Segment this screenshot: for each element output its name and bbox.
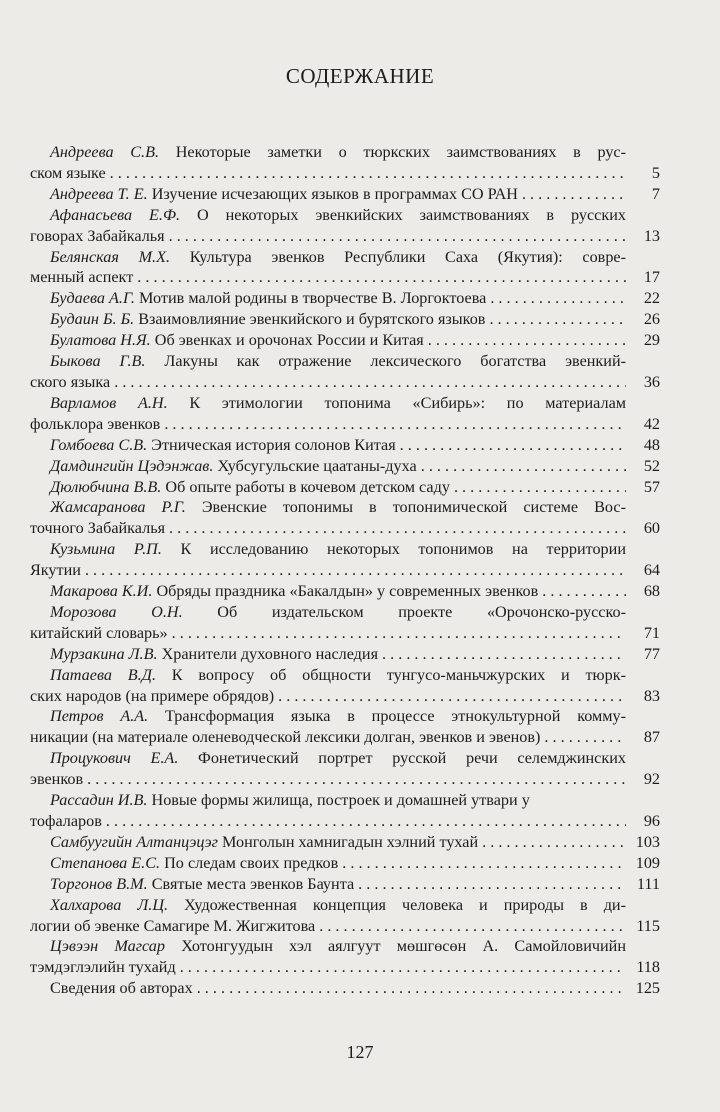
dot-leader [164,414,626,435]
toc-entry-title-line1: К этимологии топонима «Сибирь»: по материалам [167,393,626,412]
toc-entry-title: Хранители духовного наследия [157,644,379,663]
toc-entry-author: Морозова О.Н. [50,602,183,621]
toc-entry-title-line2: ского языка [30,372,111,391]
dot-leader [358,874,626,895]
dot-leader [342,853,626,874]
toc-entry-page: 13 [643,226,660,245]
toc-entry [30,247,660,289]
toc-entry [30,665,660,707]
toc-entry-page: 92 [643,770,660,789]
toc-entry [30,978,660,999]
dot-leader [278,686,626,707]
toc-entry-author: Самбуугийн Алтанцэцэг [50,832,218,851]
toc-entry-title-line2: фольклора эвенков [30,414,161,433]
toc-entry [30,644,660,665]
toc-entry [30,497,660,539]
toc-entry-title-line2: логии об эвенке Самагире М. Жигжитова [30,916,316,935]
toc-entry-author: Андреева Т. Е. [50,184,148,203]
toc-entry-page: 36 [643,372,660,391]
toc-entry-title-line2: Якутии [30,561,81,580]
toc-entry-title-line1: Об издательском проекте «Орочонско-русско- [182,602,626,621]
toc-entry-title-line2: тэмдэглэлийн тухайд [30,958,176,977]
toc-entry-title-line2: тофаларов [30,812,102,830]
dot-leader [400,435,626,456]
toc-entry-title-line2: ских народов (на примере обрядов) [30,686,275,705]
dot-leader [87,769,626,790]
toc-entry-author: Дюлюбчина В.В. [50,477,162,496]
toc-entry-title-line1: Культура эвенков Республики Саха (Якутия): совре- [170,247,626,266]
toc-entry-title-line1: Фонетический портрет русской речи селемджинских [178,749,626,768]
toc-entry-title-line1: Новые формы жилища, построек и домашней утвари у [147,791,530,810]
toc-entry-author: Степанова Е.С. [50,853,161,872]
dot-leader [489,309,626,330]
toc-entry [30,853,660,874]
dot-leader [172,623,626,644]
dot-leader [110,163,626,184]
dot-leader [169,518,626,539]
toc-entry-page: 5 [651,163,660,182]
toc-entry-title-line1: Трансформация языка в процессе этнокультурной комму- [148,707,626,726]
toc-entry-title: Мотив малой родины в творчестве В. Лоргоктоева [134,289,487,308]
toc-entry-page: 42 [643,414,660,433]
toc-entry-title: Обряды праздника «Бакалдын» у современных эвенков [152,582,539,601]
dot-leader [482,832,626,853]
toc-entry-page: 109 [635,853,660,872]
toc-entry [30,435,660,456]
dot-leader [85,560,626,581]
dot-leader [169,226,626,247]
toc-entry-page: 22 [643,289,660,308]
toc-entry-title: Хубсугульские цаатаны-духа [213,456,417,475]
toc-entry-title: Сведения об авторах [50,979,193,998]
toc-entry-author: Афанасьева Е.Ф. [50,205,181,224]
toc-entry [30,874,660,895]
toc-entry-title-line2: менный аспект [30,268,134,287]
toc-entry-author: Гомбоева С.В. [50,435,148,454]
toc-entry-title: Изучение исчезающих языков в программах СО РАН [147,184,518,203]
toc-entry-author: Патаева В.Д. [50,665,157,684]
toc-entry-author: Белянская М.Х. [50,247,171,266]
toc-entry-page: 111 [636,874,660,893]
toc-entry-title: По следам своих предков [160,853,339,872]
toc-entry [30,142,660,184]
toc-entry-author: Цэвээн Магсар [50,937,165,956]
toc-entry [30,539,660,581]
table-of-contents [30,142,660,999]
toc-entry-title-line1: Эвенские топонимы в топонимической системе Вос- [185,498,626,517]
toc-entry-title-line2: китайский словарь» [30,623,168,642]
toc-entry-author: Дамдингийн Цэдэнжав. [50,456,214,475]
toc-entry-author: Андреева С.В. [50,143,160,161]
toc-entry-author: Кузьмина Р.П. [50,540,162,559]
toc-entry-page: 57 [643,477,660,496]
toc-entry-title-line2: ском языке [30,163,106,182]
toc-entry-title-line2: никации (на материале оленеводческой лексики долган, эвенков и эвенов) [30,728,541,747]
toc-entry-title-line1: Художественная концепция человека и природы в ди- [168,895,626,914]
dot-leader [490,288,626,309]
toc-entry [30,288,660,309]
toc-entry-page: 64 [643,561,660,580]
toc-entry-page: 7 [651,184,660,203]
toc-entry-author: Рассадин И.В. [50,791,148,810]
dot-leader [382,644,626,665]
toc-entry-author: Халхарова Л.Ц. [50,895,169,914]
toc-entry [30,790,660,832]
page-title: СОДЕРЖАНИЕ [285,64,435,88]
toc-entry [30,477,660,498]
toc-entry-page: 48 [643,435,660,454]
toc-entry [30,330,660,351]
toc-entry-author: Макарова К.И. [50,582,153,601]
toc-entry-page: 52 [643,456,660,475]
toc-entry-author: Торгонов В.М. [50,874,148,893]
toc-entry-author: Будаин Б. Б. [50,310,135,329]
toc-entry-page: 60 [643,519,660,538]
toc-entry-author: Процукович Е.А. [50,749,179,768]
toc-entry [30,309,660,330]
toc-entry [30,748,660,790]
toc-entry-title-line1: К исследованию некоторых топонимов на территории [161,540,626,559]
toc-entry-page: 71 [643,623,660,642]
toc-entry [30,895,660,937]
toc-entry-title-line2: эвенков [30,770,84,789]
dot-leader [522,184,626,205]
toc-entry-author: Булатова Н.Я. [50,331,151,350]
toc-entry-page: 83 [643,686,660,705]
toc-entry [30,581,660,602]
dot-leader [421,456,626,477]
toc-entry-author: Будаева А.Г. [50,289,135,308]
toc-entry [30,184,660,205]
toc-entry-page: 29 [643,331,660,350]
toc-entry [30,351,660,393]
toc-entry-author: Мурзакина Л.В. [50,644,158,663]
toc-entry [30,832,660,853]
toc-entry-page: 125 [635,979,660,998]
dot-leader [428,330,626,351]
toc-entry-title: Об опыте работы в кочевом детском саду [161,477,450,496]
toc-entry-title-line1: Хотонгуудын хэл аялгуут мөшгөсөн А. Самойловичийн [164,937,626,956]
toc-entry-title-line1: О некоторых эвенкийских заимствованиях в русских [180,205,626,224]
toc-entry-title: Святые места эвенков Баунта [147,874,355,893]
toc-entry-title: Об эвенках и орочонах России и Китая [150,331,424,350]
dot-leader [542,581,626,602]
toc-entry-title-line1: Некоторые заметки о тюркских заимствованиях в рус- [159,143,626,161]
toc-entry-page: 26 [643,310,660,329]
dot-leader [197,978,626,999]
toc-entry-page: 17 [643,268,660,287]
toc-entry [30,456,660,477]
dot-leader [319,916,626,937]
page-number: 127 [346,1042,374,1062]
dot-leader [106,811,626,832]
dot-leader [454,477,626,498]
dot-leader [180,957,626,978]
toc-entry [30,706,660,748]
dot-leader [114,372,626,393]
toc-entry [30,936,660,978]
toc-entry-page: 77 [643,644,660,663]
toc-entry-author: Жамсаранова Р.Г. [50,498,186,517]
dot-leader [137,267,626,288]
toc-entry-page: 118 [636,958,660,977]
dot-leader [544,727,626,748]
toc-entry-author: Варламов А.Н. [50,393,168,412]
toc-entry [30,602,660,644]
toc-entry-author: Петров А.А. [50,707,149,726]
toc-entry-page: 87 [643,728,660,747]
toc-entry-title: Взаимовлияние эвенкийского и бурятского языков [134,310,486,329]
toc-entry [30,205,660,247]
toc-entry-title-line1: К вопросу об общности тунгусо-маньчжурских и тюрк- [156,665,626,684]
toc-entry-page: 96 [643,812,660,830]
toc-entry [30,393,660,435]
toc-entry-page: 115 [636,916,660,935]
toc-entry-author: Быкова Г.В. [50,352,146,371]
toc-entry-title-line2: точного Забайкалья [30,519,166,538]
toc-entry-title: Монголын хамнигадын хэлний тухай [217,832,479,851]
toc-entry-page: 68 [643,582,660,601]
toc-entry-title: Этническая история солонов Китая [147,435,396,454]
toc-entry-title-line1: Лакуны как отражение лексического богатства эвенкий- [145,352,627,371]
toc-entry-page: 103 [635,832,660,851]
toc-entry-title-line2: говорах Забайкалья [30,226,165,245]
